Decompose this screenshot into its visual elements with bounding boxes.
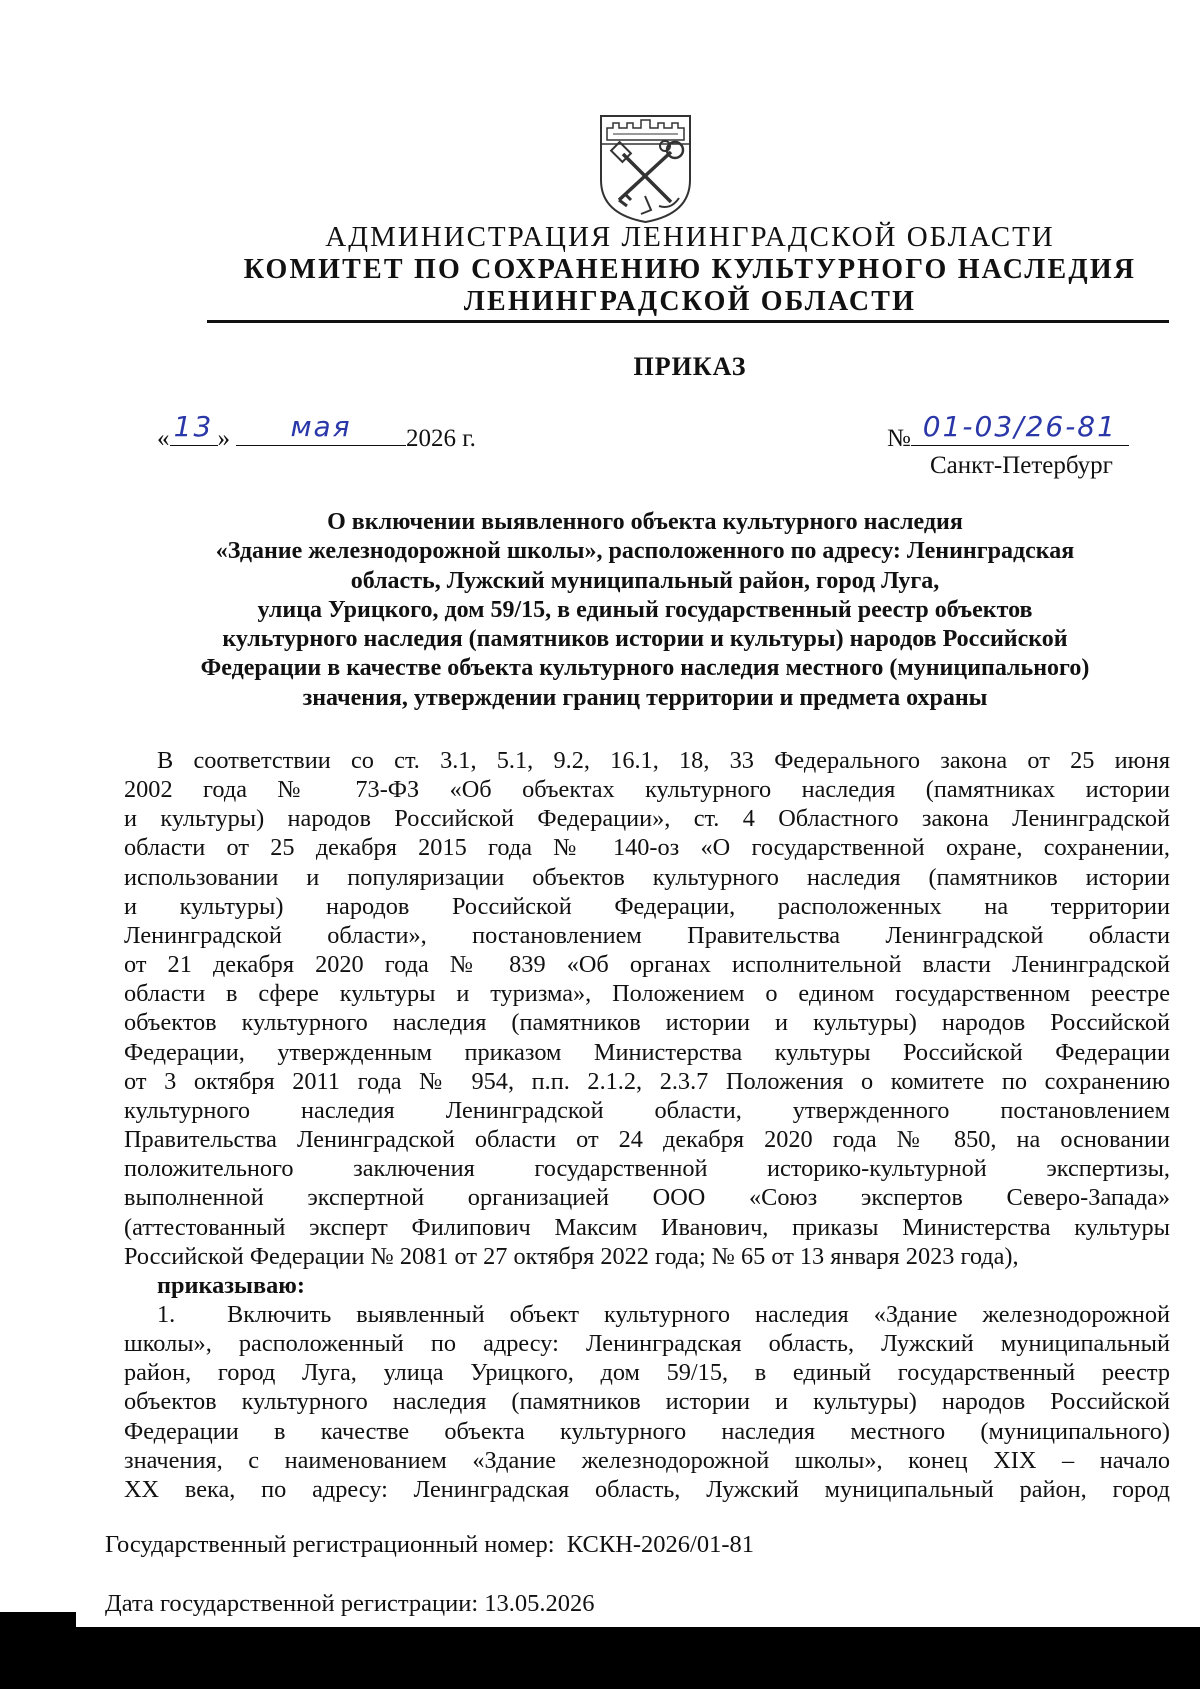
- order-title: [125, 508, 1165, 713]
- date-close-quote: »: [217, 425, 230, 452]
- registration-number-value: КСКН-2026/01-81: [566, 1531, 755, 1558]
- title-line: культурного наследия (памятников истории и культуры) народов Российской: [222, 626, 1068, 653]
- preamble-line: выполненной экспертной организацией ООО «Союз экспертов Северо-Запада»: [124, 1184, 1170, 1212]
- date-day-handwritten: 13: [173, 410, 214, 443]
- order-date: [157, 410, 476, 453]
- date-open-quote: «: [157, 425, 170, 452]
- title-line: Федерации в качестве объекта культурного наследия местного (муниципального): [200, 655, 1090, 682]
- date-day-field: [170, 410, 218, 446]
- item1-line: школы», расположенный по адресу: Ленинградская область, Лужский муниципальный: [124, 1330, 1170, 1358]
- registration-date: [105, 1590, 595, 1618]
- item1-line: район, город Луга, улица Урицкого, дом 59/15, в единый государственный реестр: [124, 1359, 1170, 1387]
- city: Санкт-Петербург: [930, 452, 1113, 479]
- header-region: ЛЕНИНГРАДСКОЙ ОБЛАСТИ: [463, 286, 917, 317]
- preamble-line: от 3 октября 2011 года № 954, п.п. 2.1.2, 2.3.7 Положения о комитете по сохранению: [124, 1067, 1170, 1095]
- item1-line: [124, 1300, 1170, 1329]
- title-line: О включении выявленного объекта культурного наследия: [327, 509, 963, 535]
- preamble-line: 2002 года № 73-ФЗ «Об объектах культурного наследия (памятниках истории: [124, 776, 1170, 804]
- preamble-line: области от 25 декабря 2015 года № 140-оз «О государственной охране, сохранении,: [124, 834, 1170, 862]
- title-line: область, Лужский муниципальный район, город Луга,: [350, 567, 940, 594]
- date-month-field: [236, 410, 406, 446]
- order-number: [887, 410, 1129, 453]
- order-body: [124, 746, 1170, 1504]
- coat-of-arms-icon: [597, 110, 694, 225]
- preamble-line: и культуры) народов Российской Федерации, расположенных на территории: [124, 892, 1170, 920]
- title-line: значения, утверждении границ территории и предмета охраны: [302, 684, 988, 711]
- number-field: [911, 410, 1129, 446]
- order-directive: приказываю:: [157, 1271, 305, 1299]
- title-line: «Здание железнодорожной школы», расположенного по адресу: Ленинградская: [215, 538, 1075, 565]
- preamble-line: культурного наследия Ленинградской области, утвержденного постановлением: [124, 1096, 1170, 1124]
- number-prefix: №: [887, 425, 911, 452]
- registration-number: [105, 1531, 754, 1559]
- header-administration: АДМИНИСТРАЦИЯ ЛЕНИНГРАДСКОЙ ОБЛАСТИ: [325, 221, 1055, 253]
- item1-number: 1.: [157, 1300, 176, 1328]
- registration-number-label: Государственный регистрационный номер:: [105, 1531, 555, 1558]
- item1-text: Включить выявленный объект культурного наследия «Здание железнодорожной: [227, 1300, 1170, 1328]
- preamble-line: области в сфере культуры и туризма», Положением о едином государственном реестре: [124, 980, 1170, 1008]
- preamble-line: Федерации, утвержденным приказом Министерства культуры Российской Федерации: [124, 1038, 1170, 1066]
- date-year: 2026 г.: [406, 425, 476, 452]
- registration-date-value: 13.05.2026: [484, 1590, 595, 1617]
- preamble-line: и культуры) народов Российской Федерации», ст. 4 Областного закона Ленинградской: [124, 805, 1170, 833]
- preamble-line: использовании и популяризации объектов культурного наследия (памятников истории: [124, 863, 1170, 891]
- registration-date-label: Дата государственной регистрации:: [105, 1590, 479, 1617]
- preamble-line: Правительства Ленинградской области от 24 декабря 2020 года № 850, на основании: [124, 1126, 1170, 1154]
- preamble-line: положительного заключения государственной историко-культурной экспертизы,: [124, 1155, 1170, 1183]
- preamble-line: (аттестованный эксперт Филипович Максим Иванович, приказы Министерства культуры: [124, 1213, 1170, 1241]
- document-type: ПРИКАЗ: [633, 352, 747, 381]
- item1-line: значения, с наименованием «Здание железнодорожной школы», конец XIX – начало: [124, 1446, 1170, 1474]
- number-handwritten: 01-03/26-81: [922, 410, 1117, 443]
- date-month-handwritten: мая: [290, 410, 352, 443]
- header-divider: [207, 320, 1169, 323]
- item1-line: XX века, по адресу: Ленинградская область, Лужский муниципальный район, город: [124, 1475, 1170, 1503]
- scan-bottom-border: [0, 1627, 1200, 1689]
- preamble-line: Ленинградской области», постановлением Правительства Ленинградской области: [124, 921, 1170, 949]
- item1-line: объектов культурного наследия (памятников истории и культуры) народов Российской: [124, 1388, 1170, 1416]
- header-committee: КОМИТЕТ ПО СОХРАНЕНИЮ КУЛЬТУРНОГО НАСЛЕДИЯ: [243, 254, 1137, 285]
- preamble-line: Российской Федерации № 2081 от 27 октября 2022 года; № 65 от 13 января 2023 года),: [124, 1242, 1019, 1270]
- preamble-line: В соответствии со ст. 3.1, 5.1, 9.2, 16.1, 18, 33 Федерального закона от 25 июня: [157, 747, 1170, 774]
- title-line: улица Урицкого, дом 59/15, в единый государственный реестр объектов: [257, 596, 1033, 623]
- preamble-line: от 21 декабря 2020 года № 839 «Об органах исполнительной власти Ленинградской: [124, 951, 1170, 979]
- item1-line: Федерации в качестве объекта культурного наследия местного (муниципального): [124, 1417, 1170, 1445]
- preamble-line: объектов культурного наследия (памятников истории и культуры) народов Российской: [124, 1009, 1170, 1037]
